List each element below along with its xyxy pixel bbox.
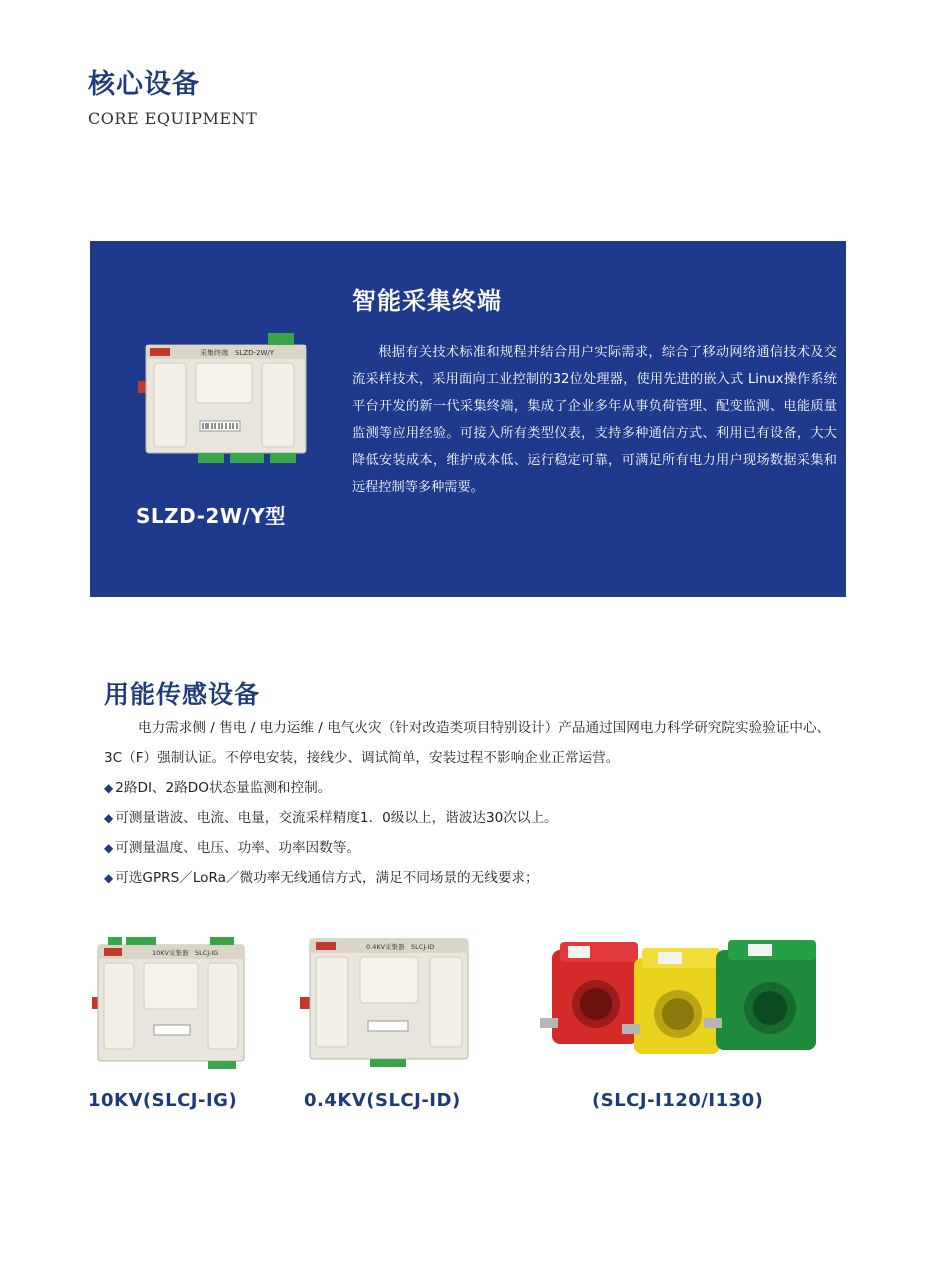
list-item: ◆ 可测量谐波、电流、电量，交流采样精度1．0级以上，谐波达30次以上。 [104,810,558,826]
green-sensor [704,940,816,1050]
product-10kv-label: 10KV(SLCJ-IG) [88,1090,238,1111]
svg-text:0.4KV采集器 SLCJ-ID: 0.4KV采集器 SLCJ-ID [366,943,435,951]
terminal-panel [90,241,846,597]
section-intro: 电力需求侧 / 售电 / 电力运维 / 电气火灾（针对改造类项目特别设计）产品通过国网电力科学研究院实验验证中心、3C（F）强制认证。不停电安装，接线少、调试简单，安装过程不影响企业正常运营。 [104,720,831,766]
product-10kv-image [92,935,252,1071]
product-04kv-image [300,935,472,1071]
diamond-icon: ◆ [104,841,114,855]
product-04kv-label: 0.4KV(SLCJ-ID) [304,1090,461,1111]
svg-text:10KV采集器 SLCJ-IG: 10KV采集器 SLCJ-IG [152,949,219,957]
list-item: ◆ 2路DI、2路DO状态量监测和控制。 [104,780,332,796]
page-title: 核心设备 [88,69,200,100]
terminal-description: 根据有关技术标准和规程并结合用户实际需求，综合了移动网络通信技术及交流采样技术，采用面向工业控制的32位处理器，使用先进的嵌入式 Linux操作系统平台开发的新一代采集终端，集成了企业多年从事负荷管理、配变监测、电能质量监测等应用经验。可接入所有类型仪表，支持多种通信方式、利用已有设备，大大降低安装成本，维护成本低、运行稳定可靠，可满足所有电力用户现场数据采集和远程控制等多种需要。 [352,345,837,495]
product-sensors-image [538,938,824,1070]
page-subtitle: CORE EQUIPMENT [88,109,258,128]
svg-text:采集终端 SLZD-2W/Y: 采集终端 SLZD-2W/Y [200,349,275,357]
product-sensors-label: (SLCJ-I120/I130) [592,1090,764,1111]
list-item: ◆ 可测量温度、电压、功率、功率因数等。 [104,840,360,856]
terminal-model: SLZD-2W/Y型 [136,504,286,528]
diamond-icon: ◆ [104,871,114,885]
yellow-sensor [622,948,720,1054]
terminal-device-image [138,323,318,483]
feature-list [104,773,558,893]
section-title: 用能传感设备 [104,680,261,709]
diamond-icon: ◆ [104,811,114,825]
terminal-title: 智能采集终端 [352,287,502,315]
diamond-icon: ◆ [104,781,114,795]
list-item: ◆ 可选GPRS／LoRa／微功率无线通信方式，满足不同场景的无线要求； [104,870,539,886]
